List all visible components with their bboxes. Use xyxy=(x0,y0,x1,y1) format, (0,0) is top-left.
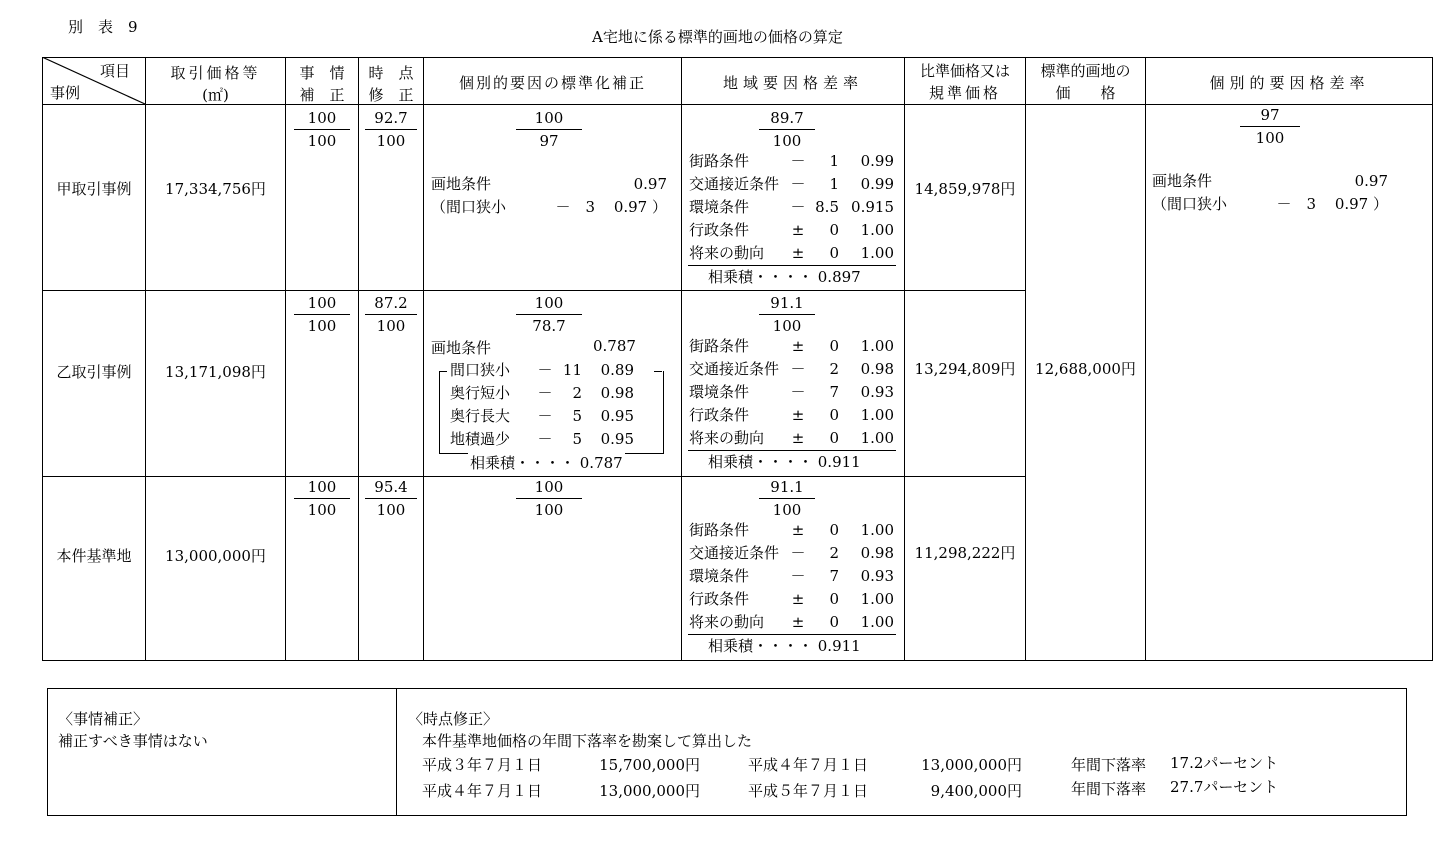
item-sign: － xyxy=(1276,195,1292,213)
item-point: 0 xyxy=(829,337,839,355)
numerator: 91.1 xyxy=(770,294,804,312)
item-sign: ± xyxy=(791,590,805,608)
item-row xyxy=(689,427,894,450)
time-fraction xyxy=(365,292,417,337)
time-row-rate: 17.2パーセント xyxy=(1170,754,1279,772)
item-sign: － xyxy=(537,384,553,402)
numerator: 100 xyxy=(534,478,564,496)
item-row xyxy=(689,173,894,196)
item-label: 将来の動向 xyxy=(689,244,765,262)
item-point: 0 xyxy=(829,429,839,447)
item-point: 1 xyxy=(829,175,839,193)
item-label: 画地条件 xyxy=(1152,172,1213,190)
item-value: 0.89 xyxy=(600,361,634,379)
item-value: 0.93 xyxy=(860,383,894,401)
item-row xyxy=(689,565,894,588)
item-sign: － xyxy=(790,152,806,170)
item-row xyxy=(450,382,634,405)
item-point: 0 xyxy=(829,590,839,608)
item-point: 7 xyxy=(829,383,839,401)
item-point xyxy=(575,173,595,196)
item-row xyxy=(450,359,634,382)
item-label: 環境条件 xyxy=(689,198,750,216)
denominator: 100 xyxy=(307,501,337,519)
denominator: 100 xyxy=(772,132,802,150)
denominator: 100 xyxy=(376,317,406,335)
item-label: 環境条件 xyxy=(689,383,750,401)
col-divider xyxy=(145,57,146,661)
item-label: 行政条件 xyxy=(689,590,750,608)
item-sign: ± xyxy=(791,429,805,447)
compare-price: 13,294,809円 xyxy=(914,360,1016,378)
item-label: 街路条件 xyxy=(689,152,750,170)
col-divider xyxy=(358,57,359,661)
area-items xyxy=(689,150,894,265)
item-sign: － xyxy=(555,198,571,216)
numerator: 91.1 xyxy=(770,478,804,496)
item-label: 街路条件 xyxy=(689,337,750,355)
item-sign: ± xyxy=(791,521,805,539)
item-sign: ± xyxy=(791,244,805,262)
time-row-price1: 13,000,000円 xyxy=(599,782,700,800)
header-indiv-std: 個別的要因の標準化補正 xyxy=(458,74,646,92)
item-value: 1.00 xyxy=(860,613,894,631)
item-label: 地積過少 xyxy=(450,430,511,448)
item-value: 0.97 ） xyxy=(1334,195,1388,213)
row-name: 甲取引事例 xyxy=(56,180,132,198)
item-label: 将来の動向 xyxy=(689,429,765,447)
numerator: 89.7 xyxy=(770,109,804,127)
time-note-text: 本件基準地価格の年間下落率を勘案して算出した xyxy=(422,732,753,750)
header-price-unit: (㎡) xyxy=(202,86,229,104)
circ-fraction xyxy=(294,476,350,521)
item-label: 行政条件 xyxy=(689,406,750,424)
item-row xyxy=(450,428,634,451)
row-name: 本件基準地 xyxy=(56,547,132,565)
numerator: 100 xyxy=(307,109,337,127)
numerator: 92.7 xyxy=(374,109,408,127)
table-number: 別 表 9 xyxy=(68,18,138,36)
item-sign: － xyxy=(790,360,806,378)
numerator: 100 xyxy=(307,294,337,312)
standard-price: 12,688,000円 xyxy=(1035,360,1136,378)
bracket-tick xyxy=(439,371,447,372)
numerator: 100 xyxy=(534,109,564,127)
item-value: 0.93 xyxy=(860,567,894,585)
item-sign: － xyxy=(790,383,806,401)
time-row-date2: 平成５年７月１日 xyxy=(748,782,869,800)
item-row xyxy=(689,358,894,381)
item-sign: － xyxy=(537,361,553,379)
header-time-2: 修 正 xyxy=(368,86,414,104)
item-row xyxy=(689,381,894,404)
area-items xyxy=(689,519,894,634)
header-std-2: 価 格 xyxy=(1055,84,1116,102)
item-label: 行政条件 xyxy=(689,221,750,239)
item-point: 2 xyxy=(829,360,839,378)
denominator: 97 xyxy=(539,132,559,150)
item-value: 0.98 xyxy=(600,384,634,402)
item-label: 画地条件 xyxy=(431,175,492,193)
item-label: 街路条件 xyxy=(689,521,750,539)
denominator: 100 xyxy=(772,501,802,519)
header-item: 項目 xyxy=(100,62,131,80)
circ-note-text: 補正すべき事情はない xyxy=(58,732,208,750)
time-row-date2: 平成４年７月１日 xyxy=(748,756,869,774)
item-value: 1.00 xyxy=(860,221,894,239)
item-label: （間口狭小 xyxy=(1152,195,1228,213)
area-fraction xyxy=(759,292,815,337)
item-row xyxy=(431,173,667,196)
denominator: 100 xyxy=(307,132,337,150)
row-price: 13,000,000円 xyxy=(165,547,266,565)
area-product: 相乗積・・・・ 0.911 xyxy=(708,453,861,471)
denominator: 100 xyxy=(534,501,564,519)
header-compare: 比準価格又は xyxy=(919,62,1010,80)
denominator: 100 xyxy=(376,132,406,150)
denominator: 100 xyxy=(307,317,337,335)
item-value: 0.98 xyxy=(860,360,894,378)
indiv-fraction xyxy=(516,476,582,521)
item-row xyxy=(689,588,894,611)
notes-divider xyxy=(396,688,397,816)
numerator: 87.2 xyxy=(374,294,408,312)
header-circ-2: 補 正 xyxy=(299,86,345,104)
indiv-fraction xyxy=(516,292,582,337)
item-sign: － xyxy=(790,175,806,193)
area-product: 相乗積・・・・ 0.897 xyxy=(708,268,861,286)
col-divider xyxy=(285,57,286,661)
compare-price: 11,298,222円 xyxy=(914,544,1016,562)
time-row-price2: 13,000,000円 xyxy=(921,756,1022,774)
item-value: 1.00 xyxy=(860,337,894,355)
item-point: 7 xyxy=(829,567,839,585)
item-sign: － xyxy=(790,198,806,216)
item-row xyxy=(450,405,634,428)
header-compare-2: 規準価格 xyxy=(928,84,1001,102)
header-circ: 事 情 xyxy=(299,64,345,82)
item-row xyxy=(689,519,894,542)
item-point: 2 xyxy=(829,544,839,562)
indiv-items xyxy=(431,173,667,219)
numerator: 100 xyxy=(534,294,564,312)
numerator: 100 xyxy=(307,478,337,496)
item-sign xyxy=(1272,170,1296,193)
item-point: 3 xyxy=(585,198,595,216)
col-divider xyxy=(681,57,682,661)
item-row xyxy=(689,219,894,242)
item-value: 1.00 xyxy=(860,244,894,262)
header-area-diff: 地域要因格差率 xyxy=(722,74,863,92)
item-row xyxy=(689,542,894,565)
item-value: 0.99 xyxy=(860,152,894,170)
circ-fraction xyxy=(294,107,350,152)
item-point: 3 xyxy=(1306,195,1316,213)
time-row-price2: 9,400,000円 xyxy=(930,782,1022,800)
item-value: 1.00 xyxy=(860,521,894,539)
indiv-fraction xyxy=(516,107,582,152)
item-label: 交通接近条件 xyxy=(689,360,780,378)
item-value: 0.95 xyxy=(600,430,634,448)
item-value: 1.00 xyxy=(860,429,894,447)
item-point: 5 xyxy=(572,430,582,448)
compare-price: 14,859,978円 xyxy=(914,180,1016,198)
col-divider xyxy=(423,57,424,661)
time-row-date1: 平成４年７月１日 xyxy=(422,782,543,800)
item-row xyxy=(689,242,894,265)
item-value: 0.97 ） xyxy=(613,198,667,216)
area-items xyxy=(689,335,894,450)
numerator: 95.4 xyxy=(374,478,408,496)
time-row-date1: 平成３年７月１日 xyxy=(422,756,543,774)
item-point: 0 xyxy=(829,613,839,631)
denominator: 100 xyxy=(376,501,406,519)
item-row xyxy=(689,611,894,634)
indiv-diff-items xyxy=(1152,170,1388,216)
indiv-items xyxy=(450,359,634,451)
item-value: 1.00 xyxy=(860,590,894,608)
row-price: 17,334,756円 xyxy=(165,180,266,198)
item-sign: － xyxy=(537,430,553,448)
item-label: 奥行長大 xyxy=(450,407,511,425)
item-label: 将来の動向 xyxy=(689,613,765,631)
item-sign: ± xyxy=(791,406,805,424)
item-row xyxy=(1152,170,1388,193)
item-value: 0.97 xyxy=(1354,172,1388,190)
page-title: A宅地に係る標準的画地の価格の算定 xyxy=(592,28,843,46)
item-point: 8.5 xyxy=(815,198,839,216)
area-product: 相乗積・・・・ 0.911 xyxy=(708,637,861,655)
item-value: 0.915 xyxy=(851,198,894,216)
denominator: 78.7 xyxy=(532,317,566,335)
item-label: （間口狭小 xyxy=(431,198,507,216)
item-point: 11 xyxy=(562,361,582,379)
item-value: 0.98 xyxy=(860,544,894,562)
item-value: 0.97 xyxy=(633,175,667,193)
item-row xyxy=(689,150,894,173)
item-sign: ± xyxy=(791,221,805,239)
time-row-rate: 27.7パーセント xyxy=(1170,778,1279,796)
time-note-title: 〈時点修正〉 xyxy=(408,710,499,728)
area-fraction xyxy=(759,476,815,521)
item-sign: － xyxy=(790,567,806,585)
header-case: 事例 xyxy=(50,84,81,102)
bracket-tick xyxy=(654,371,662,372)
row-name: 乙取引事例 xyxy=(56,363,132,381)
item-row xyxy=(1152,193,1388,216)
row-divider-1 xyxy=(42,290,1025,291)
item-label: 交通接近条件 xyxy=(689,544,780,562)
item-row xyxy=(431,196,667,219)
time-fraction xyxy=(365,107,417,152)
item-row xyxy=(689,196,894,219)
item-value: 1.00 xyxy=(860,406,894,424)
indiv-product: 相乗積・・・・ 0.787 xyxy=(470,454,623,472)
circ-fraction xyxy=(294,292,350,337)
item-point: 1 xyxy=(829,152,839,170)
item-label: 交通接近条件 xyxy=(689,175,780,193)
denominator: 100 xyxy=(1255,129,1285,147)
time-row-price1: 15,700,000円 xyxy=(599,756,700,774)
item-sign xyxy=(551,173,575,196)
header-price: 取引価格等 xyxy=(170,64,261,82)
indiv-head-label: 画地条件 xyxy=(431,339,492,357)
item-point: 0 xyxy=(829,221,839,239)
item-point xyxy=(1296,170,1316,193)
item-row xyxy=(689,404,894,427)
item-sign: － xyxy=(537,407,553,425)
header-time: 時 点 xyxy=(368,64,414,82)
item-value: 0.95 xyxy=(600,407,634,425)
numerator: 97 xyxy=(1260,106,1280,124)
denominator: 100 xyxy=(772,317,802,335)
circ-note-title: 〈事情補正〉 xyxy=(58,710,149,728)
item-point: 2 xyxy=(572,384,582,402)
item-point: 0 xyxy=(829,244,839,262)
item-sign: ± xyxy=(791,337,805,355)
item-value: 0.99 xyxy=(860,175,894,193)
header-std: 標準的画地の xyxy=(1040,62,1131,80)
header-indiv-diff: 個別的要因格差率 xyxy=(1209,74,1370,92)
item-point: 5 xyxy=(572,407,582,425)
col-divider xyxy=(1145,57,1146,661)
area-fraction xyxy=(759,107,815,152)
item-sign: ± xyxy=(791,613,805,631)
time-row-label: 年間下落率 xyxy=(1071,780,1147,798)
indiv-head-value: 0.787 xyxy=(593,337,636,355)
time-fraction xyxy=(365,476,417,521)
item-label: 間口狭小 xyxy=(450,361,511,379)
item-row xyxy=(689,335,894,358)
item-label: 奥行短小 xyxy=(450,384,511,402)
item-point: 0 xyxy=(829,406,839,424)
time-row-label: 年間下落率 xyxy=(1071,756,1147,774)
indiv-diff-fraction xyxy=(1240,104,1300,149)
row-price: 13,171,098円 xyxy=(165,363,266,381)
item-sign: － xyxy=(790,544,806,562)
item-label: 環境条件 xyxy=(689,567,750,585)
item-point: 0 xyxy=(829,521,839,539)
